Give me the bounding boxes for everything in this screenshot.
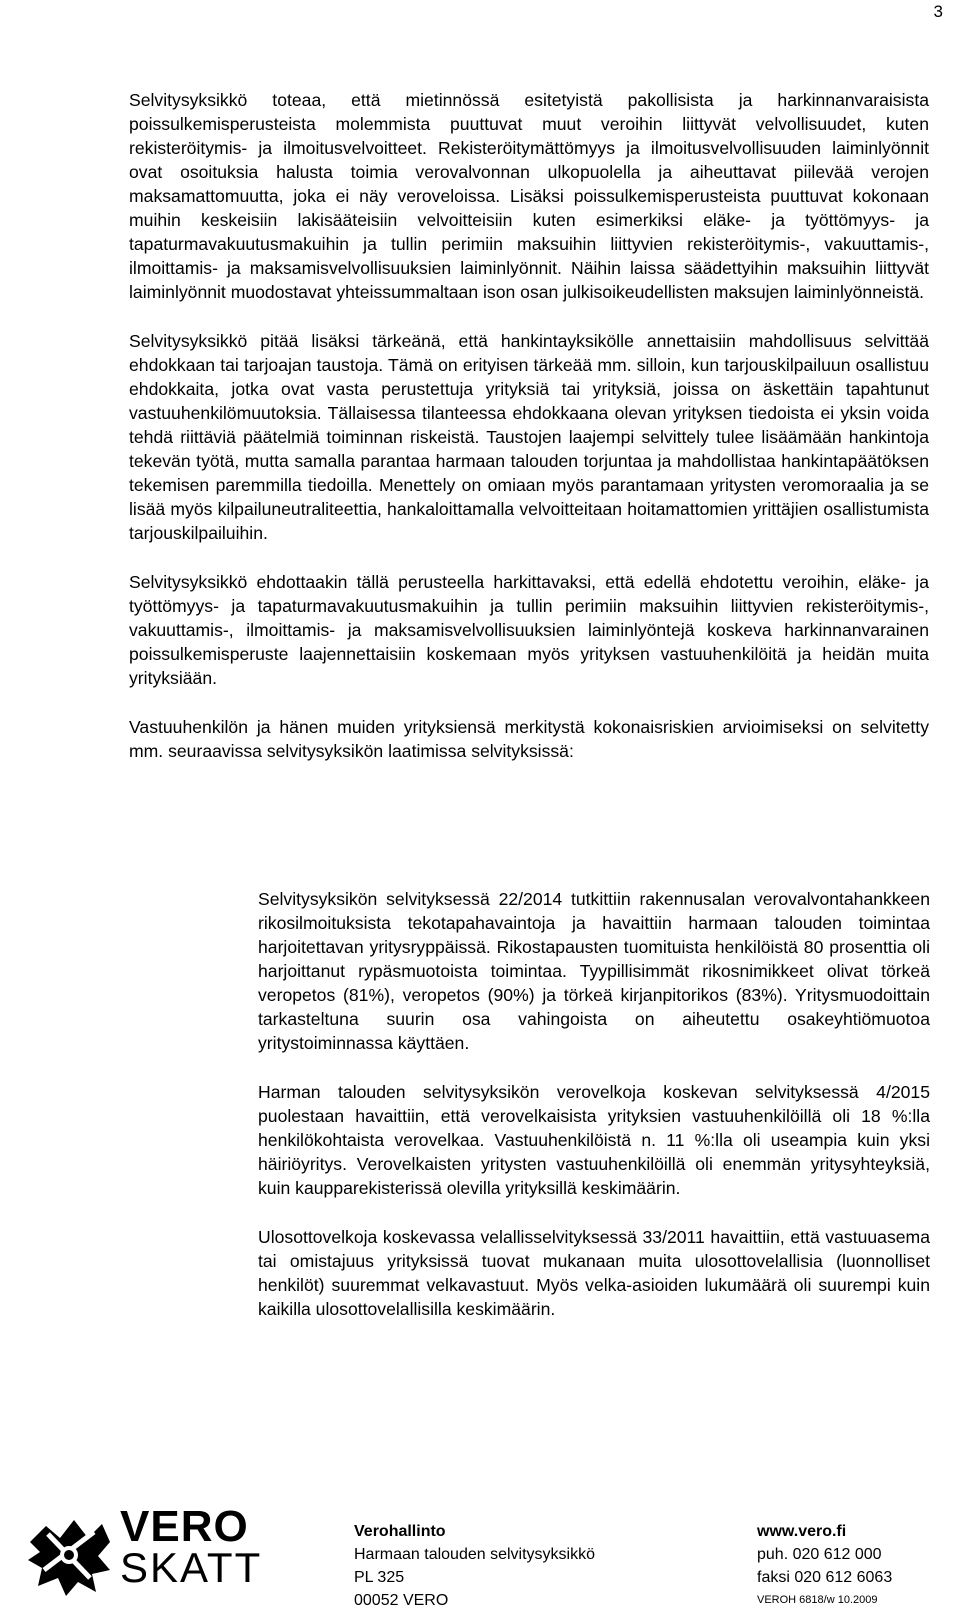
footer-fax: faksi 020 612 6063	[757, 1569, 893, 1586]
indented-paragraph-1: Selvitysyksikön selvityksessä 22/2014 tutkittiin rakennusalan verovalvontahankkeen rikosilmoituksista tekotapahavaintoja ja havaittiin harmaan talouden toimintaa harjoitettavan yritysryppäissä. Rikostapausten tuomituista henkilöistä 80 prosenttia oli harjoittanut rypäsmuotoista toimintaa. Tyypillisimmät rikosnimikkeet olivat törkeä veropetos (81%), veropetos (90%) ja törkeä kirjanpitorikos (83%). Yritysmuodoittain tarkasteltuna suurin osa vahingoista on aiheutettu osakeyhtiömuotoa yritystoiminnassa käyttäen.	[258, 889, 930, 1053]
footer-form-code: VEROH 6818/w 10.2009	[757, 1594, 878, 1606]
paragraph-1: Selvitysyksikkö toteaa, että mietinnössä esitetyistä pakollisista ja harkinnanvaraisista poissulkemisperusteista molemmista puuttuvat muut veroihin liittyvät velvollisuudet, kuten rekisteröitymis- ja ilmoitusvelvoitteet. Rekisteröitymättömyys ja ilmoitusvelvollisuuden laiminlyönnit ovat osoituksia halusta toimia verovalvonnan ulkopuolella ja aiheuttavat piilevää verojen maksamattomuutta, joka ei näy veroveloissa. Lisäksi poissulkemisperusteista puuttuvat kokonaan muihin keskeisiin lakisääteisiin velvoitteisiin kuten esimerkiksi eläke- ja työttömyys- ja tapaturmavakuutusmakuihin ja tullin perimiin maksuihin liittyvien rekisteröitymis-, vakuuttamis-, ilmoittamis- ja maksamisvelvollisuuksien laiminlyönnit. Näihin laissa säädettyihin maksuihin liittyvät laiminlyönnit muodostavat yhteissummaltaan ison osan julkisoikeudellisten maksujen laiminlyönneistä.	[129, 90, 929, 302]
paragraph-4: Vastuuhenkilön ja hänen muiden yrityksiensä merkitystä kokonaisriskien arvioimiseksi on selvitetty mm. seuraavissa selvitysyksikön laatimissa selvityksissä:	[129, 717, 929, 761]
footer-unit: Harmaan talouden selvitysyksikkö	[354, 1546, 595, 1563]
logo-word-skatt: SKATT	[120, 1544, 263, 1591]
crown-emblem-icon	[26, 1512, 112, 1596]
footer-website-link[interactable]: www.vero.fi	[757, 1523, 847, 1540]
footer-po-box: PL 325	[354, 1569, 405, 1586]
indented-paragraph-3: Ulosottovelkoja koskevassa velallisselvityksessä 33/2011 havaittiin, että vastuuasema tai omistajuus yrityksissä tuovat mukanaan muita ulosottovelallisia (luonnolliset henkilöt) suuremmat velkavastuut. Myös velka-asioiden lukumäärä oli suurempi kuin kaikilla ulosottovelallisilla keskimäärin.	[258, 1227, 930, 1319]
footer-phone: puh. 020 612 000	[757, 1546, 882, 1563]
paragraph-3: Selvitysyksikkö ehdottaakin tällä perusteella harkittavaksi, että edellä ehdotettu veroihin, eläke- ja työttömyys- ja tapaturmavakuutusmakuihin ja tullin perimiin maksuihin liittyvien rekisteröitymis-, vakuuttamis-, ilmoittamis- ja maksamisvelvollisuuksien laiminlyöntejä koskeva harkinnanvarainen poissulkemisperuste laajennettaisiin koskemaan myös yrityksen vastuuhenkilöitä ja heidän muita yrityksiään.	[129, 572, 929, 688]
footer-address	[354, 1520, 595, 1612]
page-number: 3	[933, 2, 943, 21]
indented-examples	[258, 887, 930, 1346]
logo-word-vero: VERO	[120, 1502, 249, 1551]
vero-skatt-logo	[26, 1502, 263, 1605]
body-text	[129, 88, 929, 788]
paragraph-2: Selvitysyksikkö pitää lisäksi tärkeänä, että hankintayksikölle annettaisiin mahdollisuus selvittää ehdokkaan tai tarjoajan taustoja. Tämä on erityisen tärkeää mm. silloin, kun tarjouskilpailuun osallistuu ehdokkaita, jotka ovat vasta perustettuja yrityksiä tai yrityksiä, joissa on äskettäin tapahtunut vastuuhenkilömuutoksia. Tällaisessa tilanteessa ehdokkaana olevan yrityksen tiedoista ei yksin voida tehdä riittäviä päätelmiä toiminnan riskeistä. Taustojen laajempi selvittely tulee lisäämään hankintoja tekevän työtä, mutta samalla parantaa harmaan talouden torjuntaa ja mahdollistaa hankintapäätöksen tekemisen paremmilla tiedoilla. Menettely on omiaan myös parantamaan yritysten veromoraalia ja se lisää myös kilpailuneutraliteettia, hankaloittamalla velvoitteitaan hoitamattomien yrittäjien osallistumista tarjouskilpailuihin.	[129, 331, 929, 543]
indented-paragraph-2: Harman talouden selvitysyksikön verovelkoja koskevan selvityksessä 4/2015 puolestaan havaittiin, että verovelkaisista yrityksien vastuuhenkilöillä oli 18 %:lla henkilökohtaista verovelkaa. Vastuuhenkilöistä n. 11 %:lla oli useampia kuin yksi häiriöyritys. Verovelkaisten yritysten vastuuhenkilöillä oli enemmän yritysyhteyksiä, kuin kaupparekisterissä olevilla yrityksillä keskimäärin.	[258, 1082, 930, 1198]
footer-org-name: Verohallinto	[354, 1523, 446, 1540]
footer-postal: 00052 VERO	[354, 1592, 449, 1609]
footer-contact	[757, 1520, 892, 1612]
